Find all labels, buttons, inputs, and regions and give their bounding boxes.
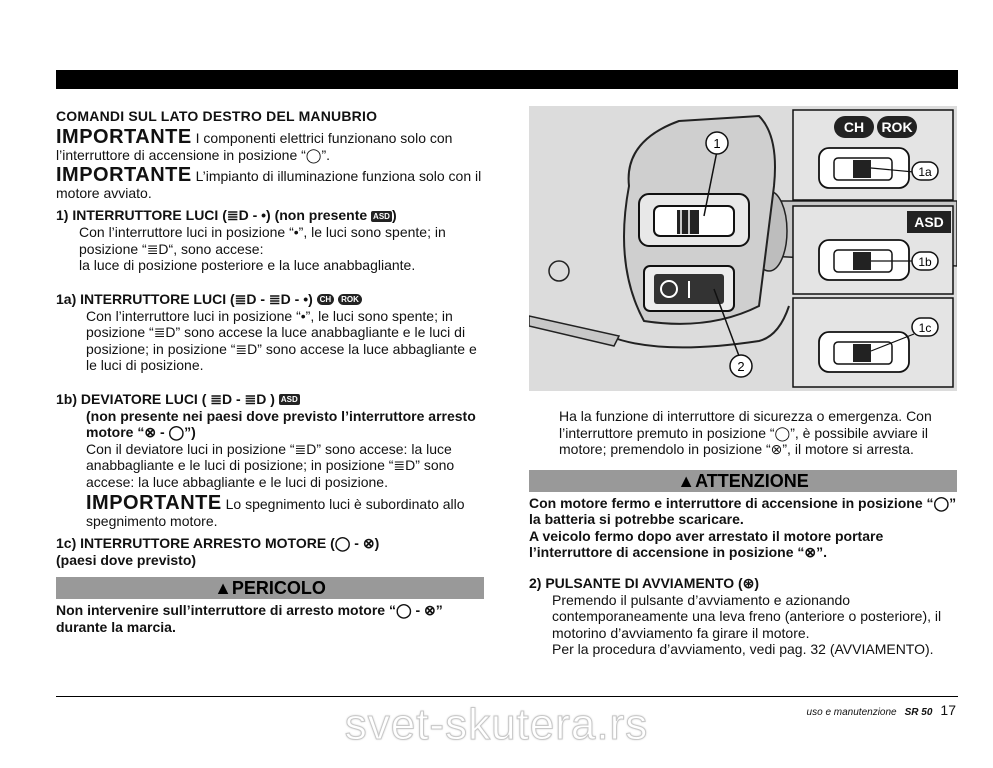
right-column — [529, 408, 957, 658]
handlebar-controls-illustration — [529, 106, 957, 391]
item-1a-light-switch: 1a) INTERRUTTORE LUCI (≣D - ≣D - •) CH ROK Con l’interruttore luci in posizione “•”, le luci sono spente; in posizione “≣D” sono accese la luce anabbagliante e le luci di posizione; in posizione “≣D” sono accese la luce abbagliante e le luci di posizione. — [56, 290, 477, 373]
danger-text: Non intervenire sull’interruttore di arresto motore “◯ - ⊗” durante la marcia. — [56, 602, 443, 635]
item-1c-engine-kill: 1c) INTERRUTTORE ARRESTO MOTORE (◯ - ⊗) (paesi dove previsto) — [56, 535, 380, 568]
kill-switch-description: Ha la funzione di interruttore di sicurezza o emergenza. Con l’interruttore premuto in posizione “◯”, è possibile avviare il motore; premendolo in posizione “⊗”, il motore si arresta. — [559, 408, 932, 457]
asd-badge: ASD — [280, 395, 298, 405]
item-1-light-switch: 1) INTERRUTTORE LUCI (≣D - •) (non presente ASD ) Con l’interruttore luci in posizione “•”, le luci sono spente; in posizione “≣D“, sono accese: la luce di posizione posteriore e la luce anabbagliante. — [56, 207, 446, 273]
attention-banner: ▲ATTENZIONE — [529, 470, 957, 492]
svg-text:1a: 1a — [918, 165, 932, 179]
section-title: COMANDI SUL LATO DESTRO DEL MANUBRIO — [56, 108, 378, 124]
important-note-3: IMPORTANTE Lo spegnimento luci è subordinato allo spegnimento motore. — [86, 492, 465, 529]
attention-text-2: A veicolo fermo dopo aver arrestato il motore portare l’interruttore di accensione in posizione “⊗”. — [529, 527, 884, 560]
page-number: 17 — [940, 702, 956, 718]
page-footer — [807, 702, 956, 718]
asd-badge: ASD — [373, 211, 390, 221]
ch-badge: CH — [317, 294, 335, 305]
svg-text:1b: 1b — [918, 255, 932, 269]
footer-model: SR 50 — [904, 707, 933, 718]
svg-text:ASD: ASD — [914, 214, 944, 230]
attention-text-1: Con motore fermo e interruttore di accensione in posizione “◯” la batteria si potrebbe scaricare. — [529, 494, 957, 527]
header-bar — [56, 70, 958, 89]
footer-section: uso e manutenzione — [806, 707, 897, 718]
footer-divider — [56, 696, 958, 697]
svg-text:2: 2 — [737, 359, 745, 374]
rok-badge: ROK — [338, 294, 362, 305]
danger-banner: ▲PERICOLO — [56, 577, 484, 599]
item-1b-dimmer-switch: 1b) DEVIATORE LUCI ( ≣D - ≣D ) ASD (non presente nei paesi dove previsto l’interruttore arresto motore “⊗ - ◯”) Con il deviatore luci in posizione “≣D” sono accese: la luce anabbagliante e le luci di posizione; in posizione “≣D” sono accese: la luce abbagliante e le luci di posizione. IMPORTANTE Lo spegnimento luci è subordinato allo spegnimento motore. — [56, 391, 484, 530]
svg-text:1: 1 — [713, 136, 721, 151]
watermark: svet-skutera.rs — [344, 700, 649, 749]
left-column — [56, 108, 484, 635]
svg-text:CH: CH — [843, 119, 865, 135]
svg-text:ROK: ROK — [881, 119, 913, 135]
important-note-1: IMPORTANTE I componenti elettrici funzionano solo con l’interruttore di accensione in posizione “◯”. — [56, 126, 453, 163]
important-note-2: IMPORTANTE L’impianto di illuminazione funziona solo con il motore avviato. — [56, 164, 482, 201]
svg-text:1c: 1c — [918, 321, 932, 335]
item-2-start-button: 2) PULSANTE DI AVVIAMENTO (⊛) Premendo il pulsante d’avviamento e azionando contemporaneamente una leva freno (anteriore o posteriore), il motorino d’avviamento fa girare il motore. Per la procedura d’avviamento, vedi pag. 32 (AVVIAMENTO). — [529, 574, 942, 657]
